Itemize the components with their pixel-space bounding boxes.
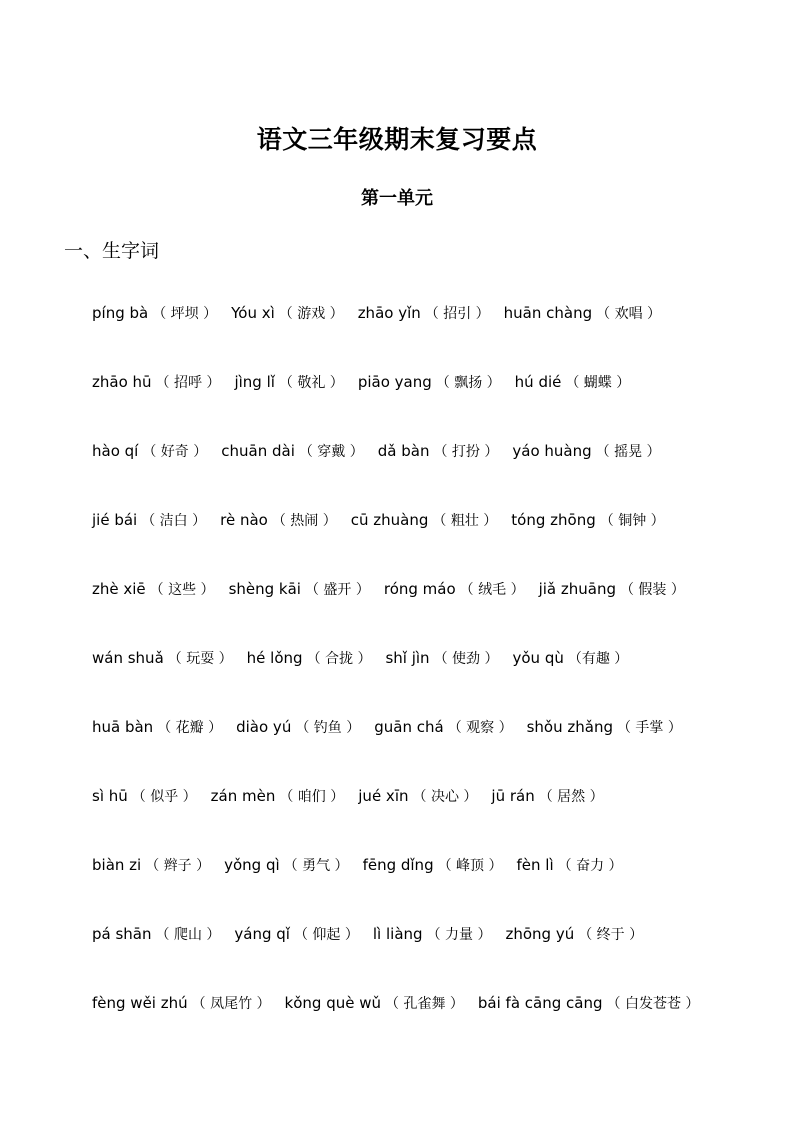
vocabulary-row [92, 785, 762, 854]
vocabulary-item [517, 854, 623, 877]
vocabulary-row [92, 716, 762, 785]
pinyin-text: yǒu qù [512, 649, 564, 667]
vocabulary-item [221, 440, 364, 463]
pinyin-text: Yóu xì [231, 304, 275, 322]
pinyin-text: hào qí [92, 442, 139, 460]
vocabulary-item [505, 923, 643, 946]
pinyin-text: dǎ bàn [377, 442, 430, 460]
hanzi-text: （ 居然 ） [538, 789, 604, 805]
pinyin-text: zhè xiē [92, 580, 146, 598]
pinyin-text: yáng qǐ [234, 925, 290, 943]
pinyin-text: róng máo [383, 580, 456, 598]
hanzi-text: （ 坪坝 ） [152, 306, 218, 322]
vocabulary-row [92, 440, 762, 509]
hanzi-text: （ 好奇 ） [142, 444, 208, 460]
vocabulary-item [478, 992, 700, 1015]
vocabulary-list [92, 302, 762, 1061]
pinyin-text: piāo yang [357, 373, 432, 391]
hanzi-text: （ 白发苍苍 ） [606, 996, 700, 1012]
pinyin-text: píng bà [92, 304, 149, 322]
vocabulary-item [515, 371, 631, 394]
hanzi-text: （ 欢唱 ） [596, 306, 662, 322]
vocabulary-row [92, 647, 762, 716]
vocabulary-item [527, 716, 682, 739]
pinyin-text: biàn zi [92, 856, 142, 874]
vocabulary-item [234, 923, 358, 946]
pinyin-text: lì liàng [372, 925, 423, 943]
pinyin-text: zán mèn [210, 787, 276, 805]
pinyin-text: shǐ jìn [385, 649, 430, 667]
hanzi-text: （ 花瓣 ） [157, 720, 223, 736]
hanzi-text: （有趣 ） [567, 651, 629, 667]
vocabulary-row [92, 992, 762, 1061]
vocabulary-item [247, 647, 372, 670]
pinyin-text: jìng lǐ [234, 373, 275, 391]
pinyin-text: kǒng què wǔ [284, 994, 381, 1012]
section-heading: 一、生字词 [64, 240, 160, 262]
hanzi-text: （ 玩耍 ） [167, 651, 233, 667]
hanzi-text: （ 勇气 ） [283, 858, 349, 874]
unit-heading: 第一单元 [361, 188, 433, 209]
vocabulary-item [373, 923, 492, 946]
vocabulary-item [511, 509, 664, 532]
pinyin-text: yáo huàng [512, 442, 592, 460]
vocabulary-item [229, 578, 370, 601]
vocabulary-item [539, 578, 685, 601]
vocabulary-item [512, 440, 660, 463]
vocabulary-item [224, 854, 348, 877]
vocabulary-item [92, 716, 222, 739]
hanzi-text: （ 峰顶 ） [437, 858, 503, 874]
vocabulary-row [92, 578, 762, 647]
vocabulary-row [92, 854, 762, 923]
hanzi-text: （ 假装 ） [619, 582, 685, 598]
hanzi-text: （ 穿戴 ） [298, 444, 364, 460]
pinyin-text: rè nào [220, 511, 268, 529]
vocabulary-item [92, 785, 197, 808]
pinyin-text: huān chàng [503, 304, 593, 322]
pinyin-text: zhōng yú [505, 925, 575, 943]
hanzi-text: （ 终于 ） [578, 927, 644, 943]
vocabulary-item [92, 578, 215, 601]
vocabulary-item [285, 992, 464, 1015]
vocabulary-item [358, 371, 501, 394]
vocabulary-row [92, 509, 762, 578]
vocabulary-item [92, 647, 233, 670]
pinyin-text: diào yú [236, 718, 292, 736]
hanzi-text: （ 手掌 ） [616, 720, 682, 736]
page-title: 语文三年级期末复习要点 [256, 125, 538, 154]
hanzi-text: （ 敬礼 ） [278, 375, 344, 391]
pinyin-text: zhāo yǐn [357, 304, 421, 322]
hanzi-text: （ 蝴蝶 ） [565, 375, 631, 391]
pinyin-text: sì hū [92, 787, 128, 805]
pinyin-text: wán shuǎ [92, 649, 164, 667]
vocabulary-item [491, 785, 603, 808]
vocabulary-item [363, 854, 503, 877]
vocabulary-row [92, 371, 762, 440]
hanzi-text: （ 力量 ） [426, 927, 492, 943]
vocabulary-item [358, 785, 477, 808]
pinyin-text: hú dié [514, 373, 562, 391]
vocabulary-item [351, 509, 498, 532]
pinyin-text: shèng kāi [228, 580, 301, 598]
hanzi-text: （ 招呼 ） [155, 375, 221, 391]
hanzi-text: （ 铜钟 ） [599, 513, 665, 529]
vocabulary-item [512, 647, 628, 670]
pinyin-text: fèng wěi zhú [92, 994, 188, 1012]
pinyin-text: jiǎ zhuāng [538, 580, 616, 598]
hanzi-text: （ 游戏 ） [278, 306, 344, 322]
pinyin-text: cū zhuàng [350, 511, 429, 529]
vocabulary-row [92, 302, 762, 371]
vocabulary-item [384, 578, 525, 601]
hanzi-text: （ 决心 ） [412, 789, 478, 805]
vocabulary-item [211, 785, 345, 808]
vocabulary-item [92, 992, 271, 1015]
hanzi-text: （ 粗壮 ） [432, 513, 498, 529]
hanzi-text: （ 凤尾竹 ） [191, 996, 271, 1012]
vocabulary-item [220, 509, 337, 532]
hanzi-text: （ 洁白 ） [141, 513, 207, 529]
hanzi-text: （ 打扮 ） [433, 444, 499, 460]
hanzi-text: （ 招引 ） [424, 306, 490, 322]
pinyin-text: fèn lì [516, 856, 554, 874]
vocabulary-item [92, 854, 210, 877]
hanzi-text: （ 奋力 ） [557, 858, 623, 874]
pinyin-text: yǒng qì [224, 856, 280, 874]
hanzi-text: （ 飘扬 ） [435, 375, 501, 391]
hanzi-text: （ 合拢 ） [306, 651, 372, 667]
pinyin-text: shǒu zhǎng [526, 718, 613, 736]
vocabulary-item [231, 302, 344, 325]
vocabulary-row [92, 923, 762, 992]
hanzi-text: （ 盛开 ） [304, 582, 370, 598]
pinyin-text: tóng zhōng [511, 511, 596, 529]
pinyin-text: pá shān [92, 925, 152, 943]
hanzi-text: （ 绒毛 ） [459, 582, 525, 598]
hanzi-text: （ 钓鱼 ） [295, 720, 361, 736]
pinyin-text: jū rán [491, 787, 535, 805]
vocabulary-item [92, 440, 207, 463]
hanzi-text: （ 这些 ） [149, 582, 215, 598]
hanzi-text: （ 孔雀舞 ） [385, 996, 464, 1012]
hanzi-text: （ 热闹 ） [271, 513, 337, 529]
pinyin-text: hé lǒng [246, 649, 303, 667]
vocabulary-item [378, 440, 499, 463]
hanzi-text: （ 似乎 ） [131, 789, 197, 805]
vocabulary-item [92, 371, 220, 394]
hanzi-text: （ 观察 ） [447, 720, 513, 736]
vocabulary-item [385, 647, 498, 670]
hanzi-text: （ 爬山 ） [155, 927, 221, 943]
pinyin-text: fēng dǐng [362, 856, 434, 874]
vocabulary-item [504, 302, 661, 325]
pinyin-text: chuān dài [221, 442, 295, 460]
vocabulary-item [374, 716, 512, 739]
pinyin-text: bái fà cāng cāng [477, 994, 603, 1012]
pinyin-text: jié bái [92, 511, 138, 529]
hanzi-text: （ 咱们 ） [279, 789, 345, 805]
hanzi-text: （ 辫子 ） [145, 858, 211, 874]
pinyin-text: zhāo hū [92, 373, 152, 391]
vocabulary-item [92, 923, 220, 946]
hanzi-text: （ 摇晃 ） [595, 444, 661, 460]
vocabulary-item [236, 716, 360, 739]
pinyin-text: huā bàn [92, 718, 154, 736]
hanzi-text: （ 使劲 ） [433, 651, 499, 667]
hanzi-text: （ 仰起 ） [293, 927, 359, 943]
vocabulary-item [92, 509, 206, 532]
pinyin-text: jué xīn [358, 787, 409, 805]
vocabulary-item [358, 302, 490, 325]
vocabulary-item [234, 371, 343, 394]
pinyin-text: guān chá [374, 718, 444, 736]
vocabulary-item [92, 302, 217, 325]
